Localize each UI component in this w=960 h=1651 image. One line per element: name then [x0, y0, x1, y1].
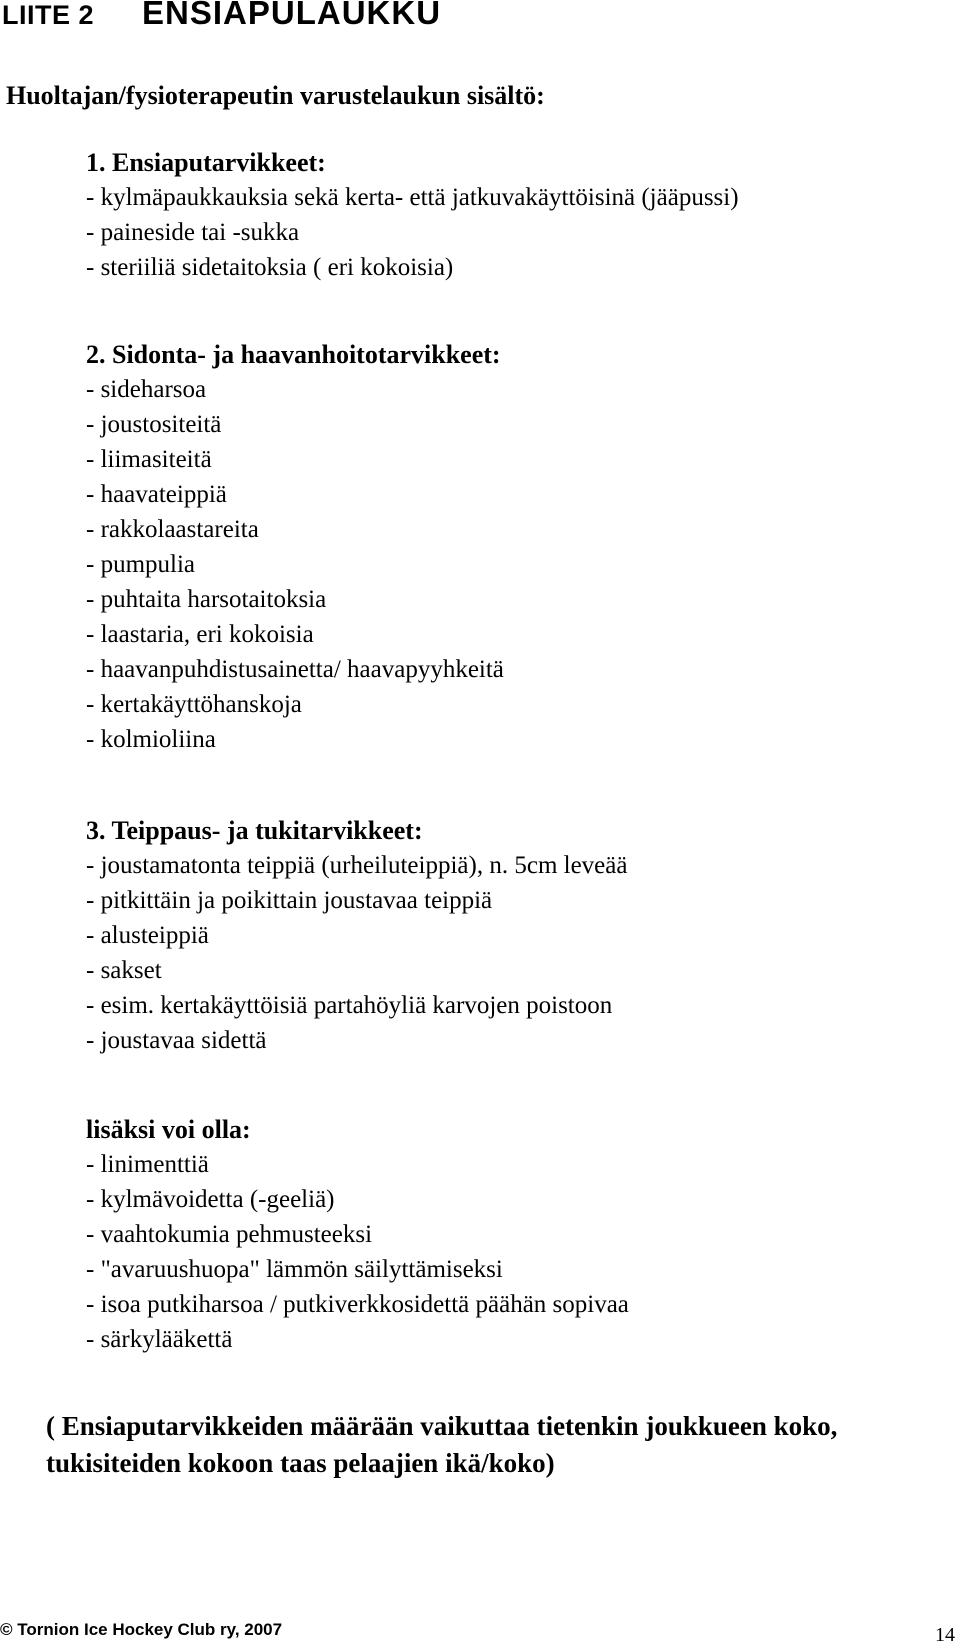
list-item: - joustamatonta teippiä (urheiluteippiä), n. 5cm leveää — [86, 852, 628, 879]
section-heading: 1. Ensiaputarvikkeet: — [86, 148, 326, 177]
list-item: - alusteippiä — [86, 922, 209, 949]
document-title: ENSIAPULAUKKU — [142, 0, 442, 31]
list-item: - "avaruushuopa" lämmön säilyttämiseksi — [86, 1256, 503, 1283]
section-heading: lisäksi voi olla: — [86, 1115, 251, 1144]
list-item: - kertakäyttöhanskoja — [86, 691, 302, 718]
list-item: - kylmäpaukkauksia sekä kerta- että jatkuvakäyttöisinä (jääpussi) — [86, 184, 739, 211]
list-item: - pitkittäin ja poikittain joustavaa teippiä — [86, 887, 493, 914]
list-item: - kylmävoidetta (-geeliä) — [86, 1186, 335, 1213]
list-item: - haavanpuhdistusainetta/ haavapyyhkeitä — [86, 656, 504, 683]
page-number: 14 — [935, 1624, 955, 1646]
section-first-aid — [86, 145, 739, 285]
list-item: - pumpulia — [86, 551, 196, 578]
list-item: - rakkolaastareita — [86, 516, 259, 543]
section-additional — [86, 1112, 629, 1357]
list-item: - joustositeitä — [86, 411, 222, 438]
list-item: - liimasiteitä — [86, 446, 212, 473]
copyright-text: © Tornion Ice Hockey Club ry, 2007 — [0, 1620, 283, 1639]
section-heading: 2. Sidonta- ja haavanhoitotarvikkeet: — [86, 340, 501, 369]
list-item: - puhtaita harsotaitoksia — [86, 586, 327, 613]
list-item: - sideharsoa — [86, 376, 207, 403]
list-item: - isoa putkiharsoa / putkiverkkosidettä päähän sopivaa — [86, 1291, 629, 1318]
document-header — [2, 0, 441, 32]
list-item: - paineside tai -sukka — [86, 219, 300, 246]
list-item: - särkylääkettä — [86, 1326, 233, 1353]
section-taping — [86, 813, 627, 1058]
list-item: - vaahtokumia pehmusteeksi — [86, 1221, 373, 1248]
page-footer — [0, 1620, 955, 1646]
list-item: - sakset — [86, 957, 162, 984]
list-item: - esim. kertakäyttöisiä partahöyliä karvojen poistoon — [86, 992, 613, 1019]
appendix-label: LIITE 2 — [2, 0, 95, 30]
section-heading: 3. Teippaus- ja tukitarvikkeet: — [86, 816, 423, 845]
list-item: - haavateippiä — [86, 481, 227, 508]
intro-heading: Huoltajan/fysioterapeutin varustelaukun sisältö: — [6, 81, 545, 110]
closing-note: ( Ensiaputarvikkeiden määrään vaikuttaa tietenkin joukkueen koko, tukisiteiden kokoon taas pelaajien ikä/koko) — [46, 1411, 838, 1478]
list-item: - laastaria, eri kokoisia — [86, 621, 314, 648]
list-item: - steriiliä sidetaitoksia ( eri kokoisia) — [86, 254, 454, 281]
section-dressing — [86, 337, 504, 757]
list-item: - linimenttiä — [86, 1151, 209, 1178]
list-item: - joustavaa sidettä — [86, 1027, 267, 1054]
list-item: - kolmioliina — [86, 726, 216, 753]
